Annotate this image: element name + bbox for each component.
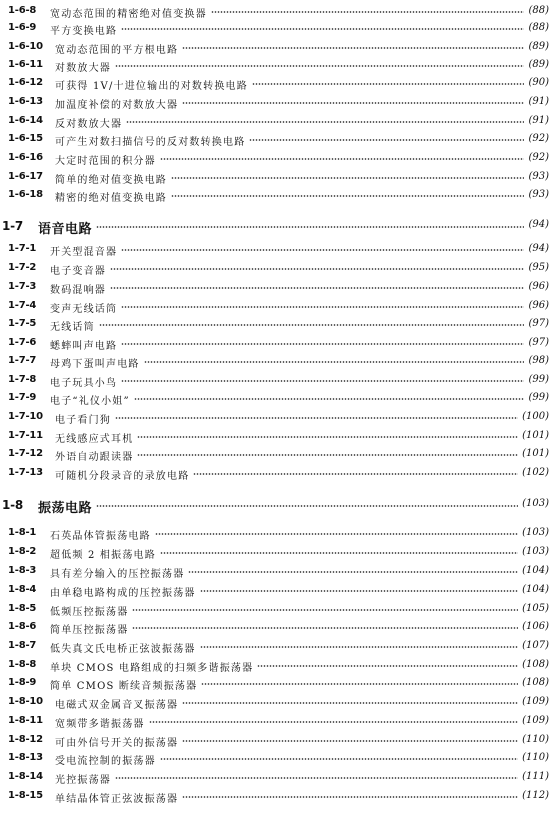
toc-page-number: (93) xyxy=(528,171,549,182)
toc-entry xyxy=(0,770,555,786)
toc-entry-number: 1-6-15 xyxy=(8,133,43,144)
toc-entry xyxy=(0,526,555,542)
toc-page-number: (92) xyxy=(528,133,549,144)
toc-entry-number: 1-7-13 xyxy=(8,467,43,478)
toc-entry-number: 1-7-8 xyxy=(8,374,37,385)
toc-page-number: (109) xyxy=(522,696,549,707)
dot-leader xyxy=(144,360,524,364)
toc-page-number: (105) xyxy=(522,603,549,614)
toc-entry-title: 受电流控制的振荡器 xyxy=(55,756,156,767)
toc-page-number: (101) xyxy=(522,430,549,441)
toc-entry-title: 光控振荡器 xyxy=(55,775,111,786)
toc-page-number: (103) xyxy=(522,527,549,538)
toc-page-number: (107) xyxy=(522,640,549,651)
toc-entry xyxy=(0,261,555,277)
toc-entry-title: 无线话筒 xyxy=(50,322,95,333)
toc-page-number: (110) xyxy=(522,752,549,763)
toc-page-number: (101) xyxy=(522,448,549,459)
dot-leader xyxy=(121,305,524,309)
toc-entry-number: 1-7-12 xyxy=(8,448,43,459)
dot-leader xyxy=(96,504,518,508)
dot-leader xyxy=(110,286,524,290)
toc-entry-number: 1-6-18 xyxy=(8,189,43,200)
toc-page-number: (94) xyxy=(528,219,549,230)
toc-entry-number: 1-7 xyxy=(2,219,24,233)
toc-entry xyxy=(0,58,555,74)
dot-leader xyxy=(121,379,524,383)
dot-leader xyxy=(160,551,518,555)
toc-entry xyxy=(0,429,555,445)
dot-leader xyxy=(126,120,524,124)
toc-entry xyxy=(0,21,555,37)
toc-entry xyxy=(0,789,555,805)
dot-leader xyxy=(182,739,518,743)
dot-leader xyxy=(193,472,518,476)
toc-entry xyxy=(0,447,555,463)
toc-entry-number: 1-8 xyxy=(2,498,24,512)
toc-entry xyxy=(0,658,555,674)
toc-entry xyxy=(0,317,555,333)
toc-entry-title: 电磁式双金属音叉振荡器 xyxy=(55,700,179,711)
dot-leader xyxy=(132,626,518,630)
toc-entry xyxy=(0,4,555,20)
dot-leader xyxy=(115,776,518,780)
toc-page-number: (88) xyxy=(528,22,549,33)
toc-entry-title: 电子变音器 xyxy=(50,266,106,277)
toc-entry-number: 1-8-2 xyxy=(8,546,37,557)
toc-entry xyxy=(0,695,555,711)
dot-leader xyxy=(160,157,524,161)
dot-leader xyxy=(149,720,518,724)
dot-leader xyxy=(121,27,524,31)
dot-leader xyxy=(132,608,518,612)
toc-entry-title: 宽动态范围的精密绝对值变换器 xyxy=(50,9,207,20)
toc-entry-title: 无线感应式耳机 xyxy=(55,434,134,445)
toc-entry-number: 1-6-10 xyxy=(8,41,43,52)
toc-entry xyxy=(0,95,555,111)
toc-entry-title: 反对数放大器 xyxy=(55,119,123,130)
toc-entry xyxy=(0,280,555,296)
toc-entry-number: 1-7-11 xyxy=(8,430,43,441)
toc-page-number: (90) xyxy=(528,77,549,88)
toc-entry-title: 母鸡下蛋叫声电路 xyxy=(50,359,140,370)
toc-entry xyxy=(0,114,555,130)
toc-entry-title: 电子“礼仪小姐” xyxy=(50,396,130,407)
toc-entry xyxy=(0,391,555,407)
dot-leader xyxy=(200,645,518,649)
toc-entry-number: 1-7-3 xyxy=(8,281,37,292)
toc-page-number: (98) xyxy=(528,355,549,366)
dot-leader xyxy=(160,757,518,761)
toc-entry xyxy=(0,299,555,315)
dot-leader xyxy=(155,532,518,536)
toc-entry-title: 对数放大器 xyxy=(55,63,111,74)
toc-entry-title: 数码混响器 xyxy=(50,285,106,296)
toc-entry xyxy=(0,714,555,730)
dot-leader xyxy=(182,701,518,705)
toc-entry-number: 1-7-10 xyxy=(8,411,43,422)
toc-entry-title: 石英晶体管振荡电路 xyxy=(50,531,151,542)
toc-page-number: (99) xyxy=(528,374,549,385)
toc-page-number: (106) xyxy=(522,621,549,632)
toc-entry xyxy=(0,132,555,148)
toc-page-number: (108) xyxy=(522,659,549,670)
toc-section-heading xyxy=(0,498,555,514)
toc-page-number: (97) xyxy=(528,318,549,329)
toc-page-number: (111) xyxy=(522,771,549,782)
toc-entry-number: 1-8-5 xyxy=(8,603,37,614)
toc-entry xyxy=(0,151,555,167)
toc-entry xyxy=(0,40,555,56)
toc-page-number: (99) xyxy=(528,392,549,403)
toc-entry-number: 1-8-3 xyxy=(8,565,37,576)
toc-entry-title: 变声无线话筒 xyxy=(50,304,118,315)
dot-leader xyxy=(115,416,518,420)
toc-entry-title: 加温度补偿的对数放大器 xyxy=(55,100,179,111)
toc-entry-title: 可随机分段录音的录放电路 xyxy=(55,471,190,482)
toc-entry-number: 1-7-7 xyxy=(8,355,37,366)
toc-entry-title: 大定时范围的积分器 xyxy=(55,156,156,167)
dot-leader xyxy=(257,664,518,668)
toc-entry-number: 1-6-8 xyxy=(8,5,37,16)
toc-entry-title: 简单的绝对值变换电路 xyxy=(55,175,167,186)
toc-entry-number: 1-6-17 xyxy=(8,171,43,182)
toc-page-number: (95) xyxy=(528,262,549,273)
toc-entry xyxy=(0,751,555,767)
toc-entry-title: 低失真文氏电桥正弦波振荡器 xyxy=(50,644,196,655)
toc-entry-number: 1-6-14 xyxy=(8,115,43,126)
toc-entry-title: 蟋蟀叫声电路 xyxy=(50,341,118,352)
dot-leader xyxy=(110,267,524,271)
toc-entry-title: 开关型混音器 xyxy=(50,247,118,258)
toc-entry xyxy=(0,188,555,204)
toc-section-heading xyxy=(0,219,555,235)
toc-entry xyxy=(0,242,555,258)
toc-page-number: (94) xyxy=(528,243,549,254)
toc-entry-title: 低频压控振荡器 xyxy=(50,607,129,618)
dot-leader xyxy=(99,323,524,327)
toc-entry-title: 振荡电路 xyxy=(38,501,93,516)
toc-entry-number: 1-8-12 xyxy=(8,734,43,745)
toc-entry-title: 简单压控振荡器 xyxy=(50,625,129,636)
toc-page-number: (92) xyxy=(528,152,549,163)
toc-page-number: (96) xyxy=(528,300,549,311)
toc-entry-title: 可产生对数扫描信号的反对数转换电路 xyxy=(55,137,246,148)
dot-leader xyxy=(200,589,518,593)
toc-entry-number: 1-7-1 xyxy=(8,243,37,254)
toc-page-number: (102) xyxy=(522,467,549,478)
dot-leader xyxy=(115,64,524,68)
dot-leader xyxy=(134,397,524,401)
toc-entry xyxy=(0,545,555,561)
toc-entry-number: 1-8-6 xyxy=(8,621,37,632)
toc-entry-title: 宽频带多谐振荡器 xyxy=(55,719,145,730)
toc-entry xyxy=(0,466,555,482)
toc-entry-number: 1-8-10 xyxy=(8,696,43,707)
toc-entry-number: 1-8-15 xyxy=(8,790,43,801)
dot-leader xyxy=(171,176,524,180)
toc-entry xyxy=(0,676,555,692)
toc-entry-number: 1-8-8 xyxy=(8,659,37,670)
toc-entry-number: 1-7-9 xyxy=(8,392,37,403)
toc-entry-number: 1-7-2 xyxy=(8,262,37,273)
dot-leader xyxy=(182,101,524,105)
toc-entry-number: 1-8-4 xyxy=(8,584,37,595)
toc-page-number: (109) xyxy=(522,715,549,726)
toc-entry-title: 超低频 2 相振荡电路 xyxy=(50,550,156,561)
toc-entry-number: 1-8-11 xyxy=(8,715,43,726)
dot-leader xyxy=(121,248,524,252)
toc-entry-number: 1-7-4 xyxy=(8,300,37,311)
dot-leader xyxy=(182,795,518,799)
toc-entry xyxy=(0,602,555,618)
dot-leader xyxy=(201,682,518,686)
toc-entry xyxy=(0,170,555,186)
toc-entry-number: 1-7-6 xyxy=(8,337,37,348)
toc-entry-number: 1-8-14 xyxy=(8,771,43,782)
toc-entry-title: 语音电路 xyxy=(38,222,93,237)
toc-entry-number: 1-8-7 xyxy=(8,640,37,651)
toc-entry xyxy=(0,564,555,580)
toc-page-number: (104) xyxy=(522,565,549,576)
toc-entry-number: 1-6-11 xyxy=(8,59,43,70)
toc-page-number: (112) xyxy=(522,790,549,801)
toc-page-number: (100) xyxy=(522,411,549,422)
toc-entry-title: 简单 CMOS 断续音频振荡器 xyxy=(50,681,198,692)
toc-entry-title: 电子玩具小鸟 xyxy=(50,378,118,389)
toc-page-number: (103) xyxy=(522,498,549,509)
dot-leader xyxy=(96,225,524,229)
toc-page-number: (91) xyxy=(528,96,549,107)
toc-page-number: (103) xyxy=(522,546,549,557)
toc-entry-title: 外语自动跟读器 xyxy=(55,452,134,463)
toc-page-number: (88) xyxy=(528,5,549,16)
dot-leader xyxy=(188,570,518,574)
toc-page-number: (104) xyxy=(522,584,549,595)
toc-page-number: (89) xyxy=(528,41,549,52)
dot-leader xyxy=(137,453,518,457)
dot-leader xyxy=(121,342,524,346)
toc-entry-title: 具有差分输入的压控振荡器 xyxy=(50,569,185,580)
toc-entry xyxy=(0,373,555,389)
dot-leader xyxy=(211,10,524,14)
toc-entry-title: 由单稳电路构成的压控振荡器 xyxy=(50,588,196,599)
toc-entry-number: 1-6-13 xyxy=(8,96,43,107)
dot-leader xyxy=(171,194,524,198)
dot-leader xyxy=(252,82,524,86)
toc-entry-title: 宽动态范围的平方根电路 xyxy=(55,45,179,56)
dot-leader xyxy=(249,138,524,142)
toc-entry-number: 1-6-16 xyxy=(8,152,43,163)
toc-page-number: (91) xyxy=(528,115,549,126)
toc-page-number: (97) xyxy=(528,337,549,348)
toc-entry-number: 1-8-13 xyxy=(8,752,43,763)
toc-entry-title: 平方变换电路 xyxy=(50,26,118,37)
toc-entry xyxy=(0,639,555,655)
toc-entry-title: 电子看门狗 xyxy=(55,415,111,426)
toc-entry xyxy=(0,410,555,426)
toc-page-number: (96) xyxy=(528,281,549,292)
toc-entry xyxy=(0,76,555,92)
toc-entry-number: 1-6-12 xyxy=(8,77,43,88)
toc-entry xyxy=(0,620,555,636)
toc-entry-title: 可获得 1V/十进位输出的对数转换电路 xyxy=(55,81,248,92)
dot-leader xyxy=(182,46,524,50)
toc-page-number: (108) xyxy=(522,677,549,688)
toc-entry-title: 可由外信号开关的振荡器 xyxy=(55,738,179,749)
toc-entry-title: 精密的绝对值变换电路 xyxy=(55,193,167,204)
toc-page-number: (89) xyxy=(528,59,549,70)
dot-leader xyxy=(137,435,518,439)
toc-entry-title: 单块 CMOS 电路组成的扫频多谐振荡器 xyxy=(50,663,254,674)
toc-entry-number: 1-8-1 xyxy=(8,527,37,538)
toc-entry-number: 1-6-9 xyxy=(8,22,37,33)
toc-entry xyxy=(0,733,555,749)
toc-entry-number: 1-7-5 xyxy=(8,318,37,329)
toc-page-number: (93) xyxy=(528,189,549,200)
toc-entry xyxy=(0,583,555,599)
toc-entry xyxy=(0,354,555,370)
toc-entry-number: 1-8-9 xyxy=(8,677,37,688)
toc-page-number: (110) xyxy=(522,734,549,745)
toc-entry-title: 单结晶体管正弦波振荡器 xyxy=(55,794,179,805)
toc-entry xyxy=(0,336,555,352)
